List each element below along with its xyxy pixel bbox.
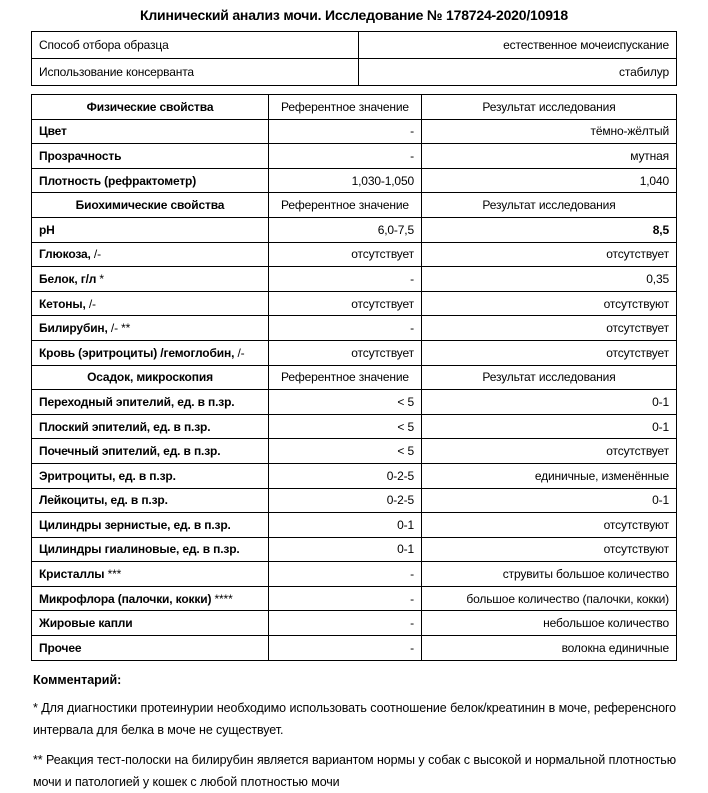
parameter-name-cell xyxy=(32,562,269,587)
table-row xyxy=(32,119,677,144)
result-value-cell: отсутствует xyxy=(422,316,677,341)
result-value-cell: волокна единичные xyxy=(422,636,677,661)
section-header-row xyxy=(32,193,677,218)
result-value-cell: 0,35 xyxy=(422,267,677,292)
comments-section xyxy=(33,673,676,793)
table-row xyxy=(32,439,677,464)
parameter-suffix: /- xyxy=(85,296,96,311)
info-value: стабилур xyxy=(359,59,677,86)
table-row xyxy=(32,390,677,415)
report-title: Клинический анализ мочи. Исследование № 178724-2020/10918 xyxy=(140,7,568,23)
parameter-name: Микрофлора (палочки, кокки) xyxy=(39,591,212,606)
section-title: Биохимические свойства xyxy=(32,193,269,218)
parameter-name: Глюкоза, xyxy=(39,247,91,262)
table-row xyxy=(32,144,677,169)
table-row xyxy=(32,291,677,316)
parameter-name-cell xyxy=(32,267,269,292)
reference-value-cell: - xyxy=(269,119,422,144)
table-row xyxy=(32,611,677,636)
reference-value-cell: - xyxy=(269,562,422,587)
reference-value-cell: - xyxy=(269,316,422,341)
parameter-name-cell xyxy=(32,414,269,439)
info-row xyxy=(32,59,677,86)
section-title: Осадок, микроскопия xyxy=(32,365,269,390)
parameter-name-cell xyxy=(32,316,269,341)
parameter-name-cell xyxy=(32,340,269,365)
parameter-name: Почечный эпителий, ед. в п.зр. xyxy=(39,444,221,459)
parameter-name-cell xyxy=(32,463,269,488)
reference-value-cell: < 5 xyxy=(269,439,422,464)
table-row xyxy=(32,537,677,562)
reference-value-cell: - xyxy=(269,144,422,169)
table-row xyxy=(32,488,677,513)
reference-column-header: Референтное значение xyxy=(269,193,422,218)
table-row xyxy=(32,168,677,193)
parameter-name-cell xyxy=(32,291,269,316)
reference-value-cell: < 5 xyxy=(269,414,422,439)
section-header-row xyxy=(32,365,677,390)
reference-value-cell: отсутствует xyxy=(269,291,422,316)
parameter-name-cell xyxy=(32,217,269,242)
parameter-name: Цилиндры гиалиновые, ед. в п.зр. xyxy=(39,542,240,557)
parameter-name: pH xyxy=(39,222,55,237)
parameter-name-cell xyxy=(32,390,269,415)
parameter-name-cell xyxy=(32,488,269,513)
parameter-name-cell xyxy=(32,242,269,267)
info-value: естественное мочеиспускание xyxy=(359,32,677,59)
parameter-name: Прочее xyxy=(39,640,82,655)
info-label: Использование консерванта xyxy=(32,59,359,86)
parameter-name: Кетоны, xyxy=(39,296,86,311)
reference-value-cell: 0-2-5 xyxy=(269,488,422,513)
reference-column-header: Референтное значение xyxy=(269,365,422,390)
parameter-suffix: *** xyxy=(104,567,122,582)
parameter-suffix: * xyxy=(96,271,104,286)
parameter-name: Кристаллы xyxy=(39,567,105,582)
result-value-cell: мутная xyxy=(422,144,677,169)
reference-value-cell: - xyxy=(269,636,422,661)
reference-value-cell: 1,030-1,050 xyxy=(269,168,422,193)
parameter-name-cell xyxy=(32,439,269,464)
parameter-name-cell xyxy=(32,513,269,538)
table-row xyxy=(32,586,677,611)
table-row xyxy=(32,636,677,661)
parameter-suffix: /- ** xyxy=(107,321,131,336)
parameter-suffix: /- xyxy=(234,345,245,360)
reference-value-cell: < 5 xyxy=(269,390,422,415)
parameter-name: Жировые капли xyxy=(39,616,133,631)
reference-value-cell: 6,0-7,5 xyxy=(269,217,422,242)
result-column-header: Результат исследования xyxy=(422,95,677,120)
table-row xyxy=(32,562,677,587)
result-value-cell: 0-1 xyxy=(422,390,677,415)
parameter-name: Цилиндры зернистые, ед. в п.зр. xyxy=(39,517,231,532)
table-row xyxy=(32,340,677,365)
parameter-name: Прозрачность xyxy=(39,148,122,163)
parameter-name: Цвет xyxy=(39,124,67,139)
comments-heading: Комментарий: xyxy=(33,673,122,687)
parameter-name: Плоский эпителий, ед. в п.зр. xyxy=(39,419,211,434)
parameter-suffix: **** xyxy=(211,591,233,606)
result-value-cell: отсутствуют xyxy=(422,513,677,538)
result-value-cell: струвиты большое количество xyxy=(422,562,677,587)
table-row xyxy=(32,414,677,439)
parameter-name-cell xyxy=(32,636,269,661)
footnote-bilirubin: ** Реакция тест-полоски на билирубин является вариантом нормы у собак с высокой и нормальной плотностью мочи и патологией у кошек с любой плотностью мочи xyxy=(33,753,676,789)
reference-value-cell: 0-1 xyxy=(269,537,422,562)
info-row xyxy=(32,32,677,59)
table-row xyxy=(32,217,677,242)
reference-value-cell: - xyxy=(269,611,422,636)
parameter-name: Кровь (эритроциты) /гемоглобин, xyxy=(39,345,235,360)
sample-info-table xyxy=(31,31,677,86)
result-column-header: Результат исследования xyxy=(422,193,677,218)
parameter-name: Переходный эпителий, ед. в п.зр. xyxy=(39,394,235,409)
reference-value-cell: 0-2-5 xyxy=(269,463,422,488)
info-label: Способ отбора образца xyxy=(32,32,359,59)
reference-value-cell: отсутствует xyxy=(269,242,422,267)
parameter-name: Лейкоциты, ед. в п.зр. xyxy=(39,493,168,508)
reference-value-cell: 0-1 xyxy=(269,513,422,538)
parameter-name-cell xyxy=(32,537,269,562)
result-column-header: Результат исследования xyxy=(422,365,677,390)
section-title: Физические свойства xyxy=(32,95,269,120)
result-value-cell: большое количество (палочки, кокки) xyxy=(422,586,677,611)
result-value-cell: отсутствует xyxy=(422,242,677,267)
table-row xyxy=(32,513,677,538)
footnote-protein: * Для диагностики протеинурии необходимо использовать соотношение белок/креатинин в моче, референсного интервала для белка в моче не существует. xyxy=(33,701,676,737)
parameter-name-cell xyxy=(32,144,269,169)
result-value-cell: 1,040 xyxy=(422,168,677,193)
result-value-cell: 8,5 xyxy=(422,217,677,242)
parameter-name: Белок, г/л xyxy=(39,271,97,286)
parameter-name: Эритроциты, ед. в п.зр. xyxy=(39,468,176,483)
parameter-name-cell xyxy=(32,611,269,636)
reference-column-header: Референтное значение xyxy=(269,95,422,120)
parameter-name-cell xyxy=(32,168,269,193)
results-table xyxy=(31,94,677,661)
result-value-cell: тёмно-жёлтый xyxy=(422,119,677,144)
result-value-cell: отсутствуют xyxy=(422,291,677,316)
parameter-name-cell xyxy=(32,586,269,611)
table-row xyxy=(32,267,677,292)
parameter-name-cell xyxy=(32,119,269,144)
result-value-cell: единичные, изменённые xyxy=(422,463,677,488)
reference-value-cell: отсутствует xyxy=(269,340,422,365)
table-row xyxy=(32,463,677,488)
table-row xyxy=(32,242,677,267)
table-row xyxy=(32,316,677,341)
result-value-cell: отсутствует xyxy=(422,439,677,464)
reference-value-cell: - xyxy=(269,586,422,611)
result-value-cell: отсутствует xyxy=(422,340,677,365)
parameter-name: Плотность (рефрактометр) xyxy=(39,173,197,188)
result-value-cell: небольшое количество xyxy=(422,611,677,636)
parameter-name: Билирубин, xyxy=(39,321,108,336)
reference-value-cell: - xyxy=(269,267,422,292)
result-value-cell: 0-1 xyxy=(422,414,677,439)
parameter-suffix: /- xyxy=(90,247,101,262)
result-value-cell: 0-1 xyxy=(422,488,677,513)
section-header-row xyxy=(32,95,677,120)
result-value-cell: отсутствуют xyxy=(422,537,677,562)
